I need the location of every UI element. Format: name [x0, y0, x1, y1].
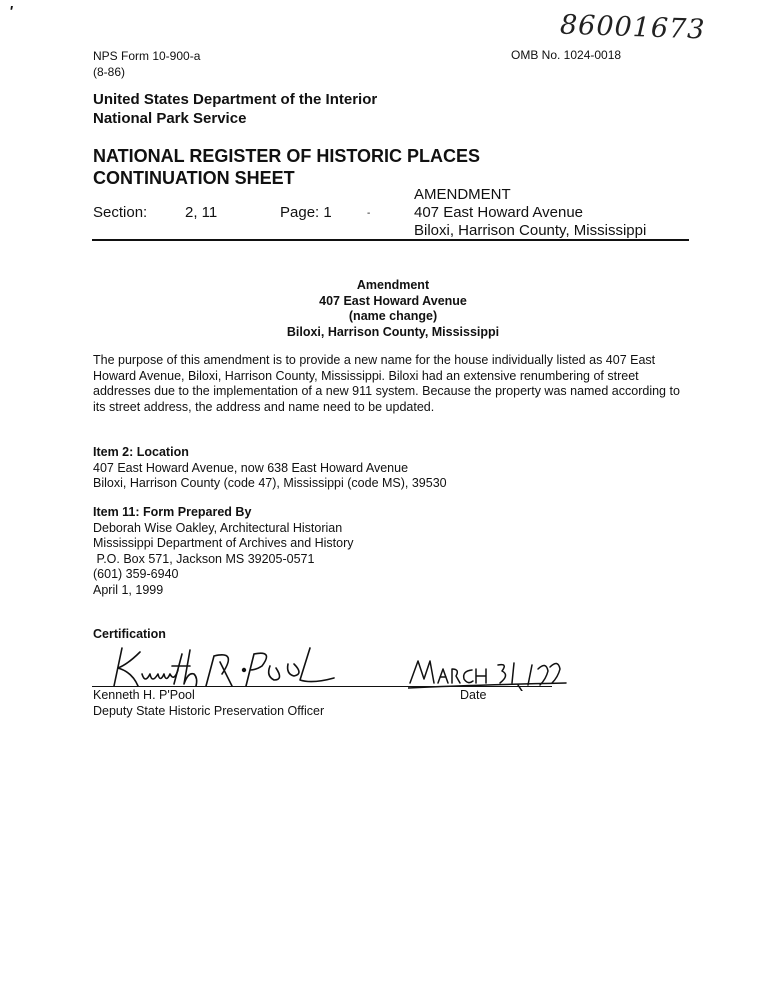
date-label: Date	[460, 688, 487, 702]
signer-title: Deputy State Historic Preservation Officer	[93, 703, 325, 718]
section-label: Section:	[93, 204, 148, 221]
item-2-line: Biloxi, Harrison County (code 47), Mississippi (code MS), 39530	[93, 476, 447, 490]
item-2-line: 407 East Howard Avenue, now 638 East Howard Avenue	[93, 460, 409, 475]
item-2-location	[93, 445, 447, 492]
page-label: Page: 1	[280, 204, 332, 221]
signature-line	[92, 686, 552, 687]
omb-number: OMB No. 1024-0018	[511, 48, 622, 62]
sheet-title-line1: NATIONAL REGISTER OF HISTORIC PLACES	[93, 146, 481, 166]
sheet-title	[93, 145, 480, 189]
item-11-heading: Item 11: Form Prepared By	[93, 505, 252, 519]
amendment-subtitle: (name change)	[348, 309, 438, 323]
item-11-line: April 1, 1999	[93, 582, 164, 597]
form-revision: (8-86)	[93, 65, 126, 79]
item-2-heading: Item 2: Location	[93, 445, 189, 459]
agency-heading	[93, 90, 377, 128]
header-property-block	[414, 186, 646, 240]
item-11-line: (601) 359-6940	[93, 567, 179, 581]
amendment-title-block	[93, 278, 693, 340]
stray-dash: -	[367, 208, 371, 219]
amendment-location: Biloxi, Harrison County, Mississippi	[286, 324, 500, 339]
purpose-paragraph: The purpose of this amendment is to provide a new name for the house individually listed as 407 East Howard Avenue, Biloxi, Harrison County, Mississippi. Biloxi had an extensive renumbering of street addresses due to the implementation of a new 911 system. Because the property was named according to its street address, the address and name need to be updated.	[93, 353, 680, 414]
header-amendment: AMENDMENT	[414, 186, 511, 203]
header-location: Biloxi, Harrison County, Mississippi	[414, 222, 647, 239]
item-11-line: Deborah Wise Oakley, Architectural Historian	[93, 520, 343, 535]
service-name: National Park Service	[93, 110, 247, 127]
signer-name: Kenneth H. P'Pool	[93, 688, 195, 702]
corner-mark: '	[9, 3, 13, 20]
item-11-line: P.O. Box 571, Jackson MS 39205-0571	[93, 551, 315, 566]
form-number: NPS Form 10-900-a	[93, 49, 201, 63]
sheet-title-line2: CONTINUATION SHEET	[93, 168, 295, 188]
signer-block	[93, 688, 324, 719]
department-name: United States Department of the Interior	[93, 91, 378, 108]
certification-heading: Certification	[93, 627, 166, 641]
header-rule	[92, 239, 689, 241]
handwritten-signature	[98, 640, 358, 690]
amendment-address: 407 East Howard Avenue	[319, 293, 467, 308]
handwritten-reference-number: 86001673	[559, 9, 706, 46]
section-value: 2, 11	[185, 204, 218, 221]
item-11-line: Mississippi Department of Archives and History	[93, 536, 354, 550]
item-11-form-prepared-by	[93, 505, 354, 598]
amendment-title: Amendment	[356, 278, 430, 292]
header-address: 407 East Howard Avenue	[414, 204, 584, 221]
form-identifier	[93, 48, 200, 80]
